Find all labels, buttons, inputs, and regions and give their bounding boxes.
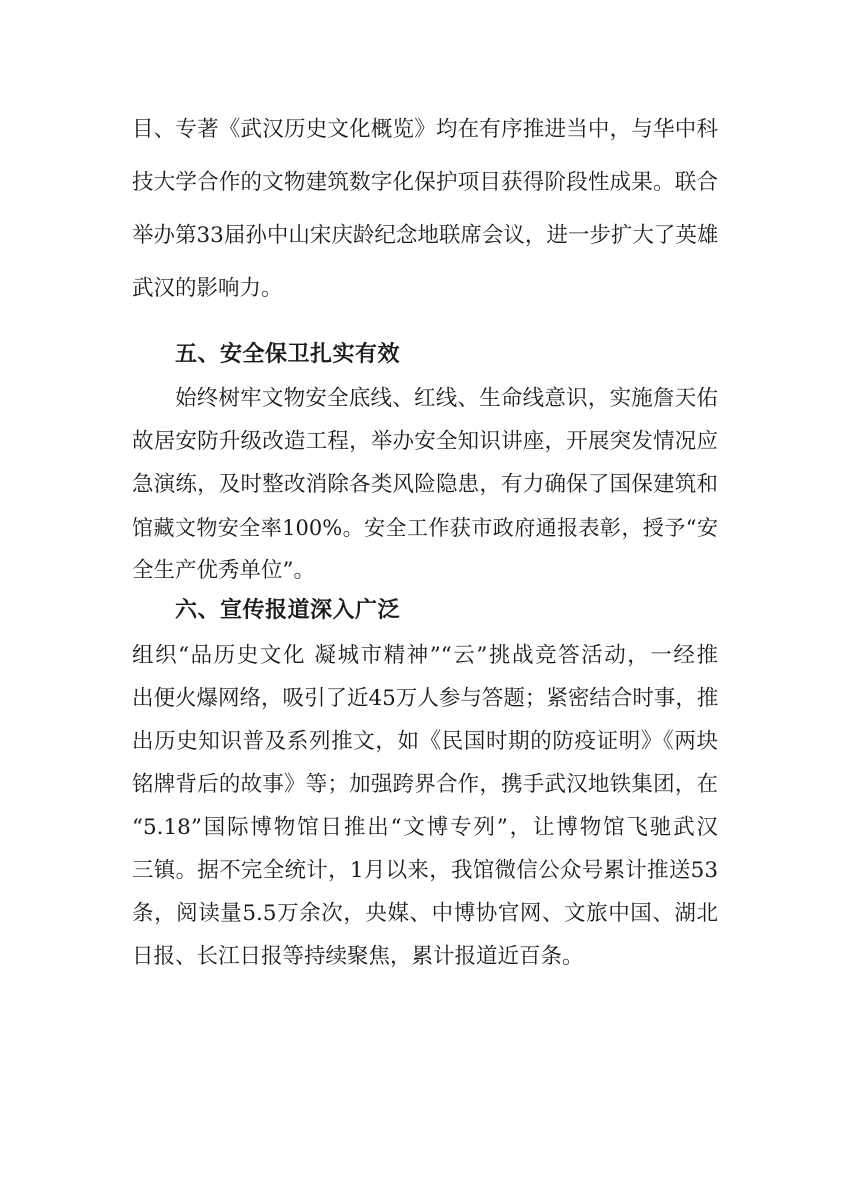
paragraph-line: 日报、长江日报等持续聚焦，累计报道近百条。 xyxy=(132,944,584,969)
paragraph-line: 三镇。据不完全统计，1月以来，我馆微信公众号累计推送53 xyxy=(132,858,718,883)
paragraph-line: 故居安防升级改造工程，举办安全知识讲座，开展突发情况应 xyxy=(132,429,718,454)
paragraph-line: 始终树牢文物安全底线、红线、生命线意识，实施詹天佑 xyxy=(175,386,718,411)
paragraph-line: 组织“品历史文化 凝城市精神”“云”挑战竞答活动，一经推 xyxy=(132,643,718,668)
paragraph-line: 举办第33届孙中山宋庆龄纪念地联席会议，进一步扩大了英雄 xyxy=(132,223,719,248)
paragraph-line: 铭牌背后的故事》等；加强跨界合作，携手武汉地铁集团，在 xyxy=(132,772,718,797)
paragraph-line: 技大学合作的文物建筑数字化保护项目获得阶段性成果。联合 xyxy=(132,170,718,195)
section-heading-security: 五、安全保卫扎实有效 xyxy=(175,342,401,367)
paragraph-line: 全生产优秀单位”。 xyxy=(132,558,315,583)
paragraph-line: 武汉的影响力。 xyxy=(132,276,283,301)
paragraph-line: 目、专著《武汉历史文化概览》均在有序推进当中，与华中科 xyxy=(132,117,718,142)
paragraph-line: “5.18”国际博物馆日推出“文博专列”，让博物馆飞驰武汉 xyxy=(132,815,718,840)
paragraph-line: 条，阅读量5.5万余次，央媒、中博协官网、文旅中国、湖北 xyxy=(132,901,718,926)
paragraph-line: 急演练，及时整改消除各类风险隐患，有力确保了国保建筑和 xyxy=(132,472,718,497)
paragraph-line: 出历史知识普及系列推文，如《民国时期的防疫证明》《两块 xyxy=(132,729,718,754)
paragraph-line: 出便火爆网络，吸引了近45万人参与答题；紧密结合时事，推 xyxy=(132,686,719,711)
section-heading-publicity: 六、宣传报道深入广泛 xyxy=(175,598,401,623)
paragraph-line: 馆藏文物安全率100%。安全工作获市政府通报表彰，授予“安 xyxy=(132,516,718,540)
